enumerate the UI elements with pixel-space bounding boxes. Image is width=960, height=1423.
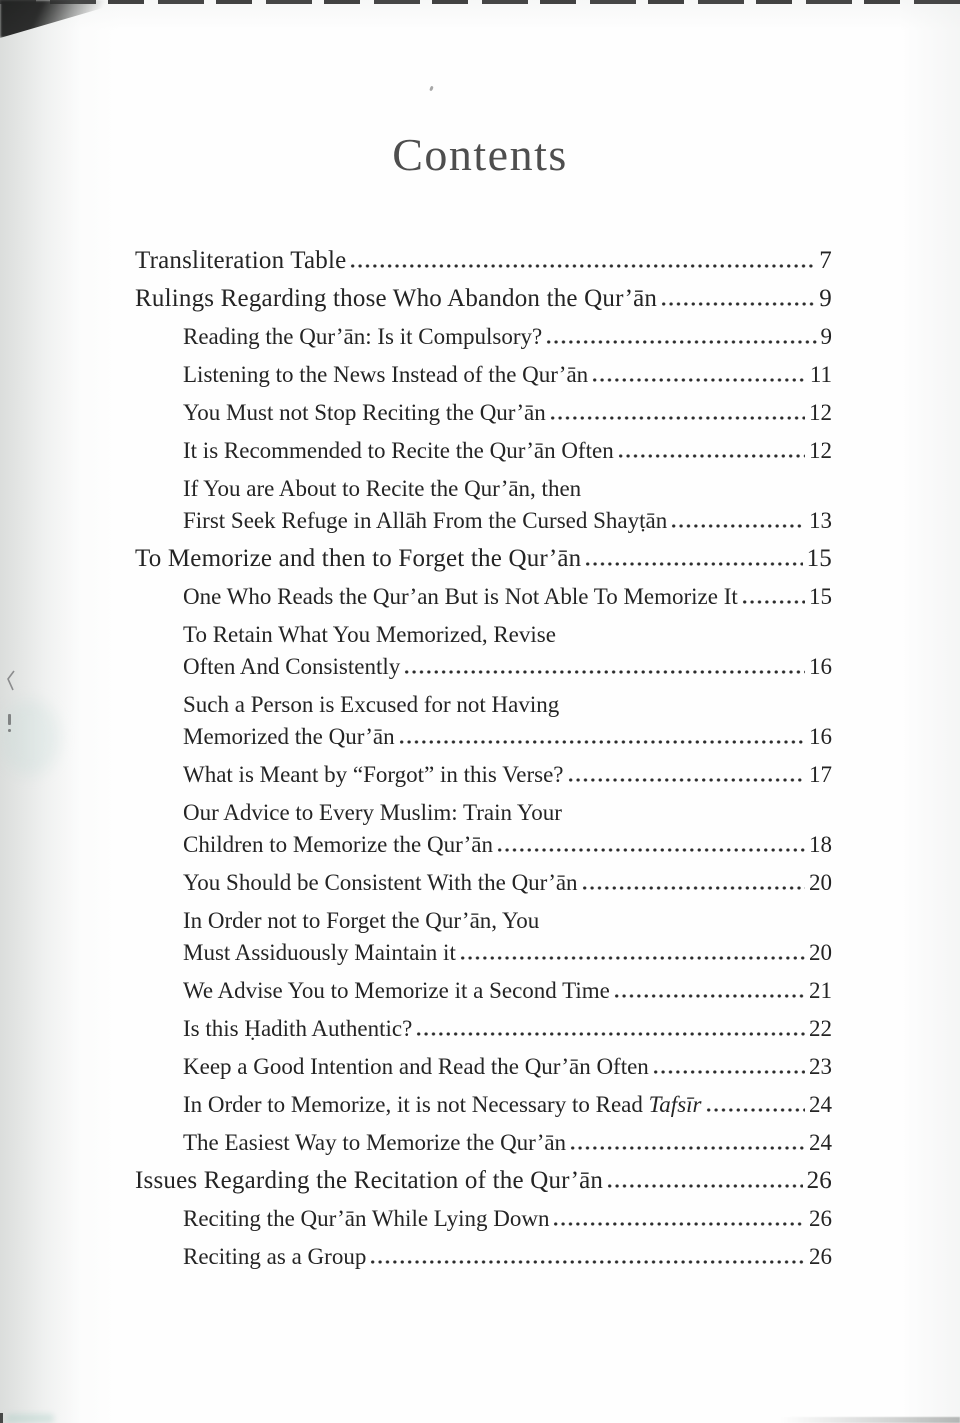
toc-entry-text: Is this Ḥadith Authentic?: [183, 1016, 413, 1041]
scan-bottom-left-mark: [0, 1413, 3, 1423]
toc-entry: [135, 622, 832, 648]
toc-entry: [135, 692, 832, 718]
dotted-leader: [606, 1182, 802, 1190]
toc-entry-text: Children to Memorize the Qur’ān: [183, 832, 493, 857]
toc-entry-text: The Easiest Way to Memorize the Qur’ān: [183, 1130, 567, 1155]
scan-bottom-right-shadow: [780, 1417, 960, 1423]
dotted-leader: [660, 300, 815, 308]
dotted-leader: [584, 560, 802, 568]
page-number: 7: [819, 247, 832, 274]
toc-entry-text: If You are About to Recite the Qur’ān, then: [183, 476, 582, 501]
toc-entry: [135, 1054, 832, 1080]
toc-entry-text: Reading the Qur’ān: Is it Compulsory?: [183, 324, 543, 349]
page-number: 20: [809, 940, 832, 965]
dotted-leader: [403, 668, 805, 676]
toc-entry-text: Must Assiduously Maintain it: [183, 940, 456, 965]
toc-entry: [135, 476, 832, 502]
scan-smudge: [0, 700, 60, 775]
toc-entry-text: Issues Regarding the Recitation of the Qur’ān: [135, 1167, 604, 1194]
dotted-leader: [545, 338, 816, 346]
toc-entry-text: Our Advice to Every Muslim: Train Your: [183, 800, 562, 825]
toc-entry: [135, 724, 832, 750]
dotted-leader: [549, 414, 805, 422]
page-number: 18: [809, 832, 832, 857]
toc-entry-text: Such a Person is Excused for not Having: [183, 692, 560, 717]
toc-entry-text: In Order not to Forget the Qur’ān, You: [183, 908, 540, 933]
toc-entry: [135, 832, 832, 858]
toc-list: [135, 248, 832, 1270]
dotted-leader: [613, 992, 805, 1000]
toc-entry: [135, 1168, 832, 1194]
dotted-leader: [459, 954, 805, 962]
page-title: Contents: [392, 129, 568, 180]
page-number: 15: [809, 584, 832, 609]
toc-entry: [135, 762, 832, 788]
toc-entry: [135, 978, 832, 1004]
toc-entry: [135, 870, 832, 896]
toc-entry-text: To Retain What You Memorized, Revise: [183, 622, 556, 647]
toc-entry-text: Often And Consistently: [183, 654, 401, 679]
toc-entry-text: It is Recommended to Recite the Qur’ān Often: [183, 438, 614, 463]
page-number: 16: [809, 724, 832, 749]
toc-entry: [135, 940, 832, 966]
page-number: 9: [819, 285, 832, 312]
toc-entry: [135, 654, 832, 680]
page-number: 11: [809, 362, 832, 387]
toc-entry-text: Rulings Regarding those Who Abandon the Qur’ān: [135, 285, 658, 312]
toc-entry: [135, 908, 832, 934]
toc-entry: [135, 1016, 832, 1042]
page-number: 23: [809, 1054, 832, 1079]
page-number: 26: [809, 1206, 832, 1231]
dotted-leader: [569, 1144, 805, 1152]
toc-entry-text: Keep a Good Intention and Read the Qur’ān Often: [183, 1054, 649, 1079]
toc-entry-text: Transliteration Table: [135, 247, 347, 274]
page-number: 13: [809, 508, 832, 533]
toc-entry-text: You Must not Stop Reciting the Qur’ān: [183, 400, 546, 425]
toc-entry: [135, 1206, 832, 1232]
scan-bottom-smudge: [6, 1414, 54, 1423]
toc-entry-text: To Memorize and then to Forget the Qur’ān: [135, 545, 582, 572]
dotted-leader: [349, 262, 815, 270]
toc-entry-text: Listening to the News Instead of the Qur’ān: [183, 362, 589, 387]
toc-entry: [135, 1092, 832, 1118]
toc-entry: [135, 324, 832, 350]
toc-entry: [135, 800, 832, 826]
page-number: 26: [806, 1167, 832, 1194]
toc-entry: [135, 584, 832, 610]
dotted-leader: [567, 776, 806, 784]
scan-chevron-mark: [5, 670, 17, 697]
dotted-leader: [398, 738, 805, 746]
toc-entry-text: You Should be Consistent With the Qur’ān: [183, 870, 578, 895]
scan-top-edge-artifact: [0, 0, 960, 4]
dotted-leader: [552, 1220, 805, 1228]
toc-entry: [135, 546, 832, 572]
toc-entry: [135, 438, 832, 464]
page-number: 22: [809, 1016, 832, 1041]
page-number: 24: [809, 1130, 832, 1155]
page-number: 26: [809, 1244, 832, 1269]
toc-entry: [135, 286, 832, 312]
page-number: 21: [809, 978, 832, 1003]
dotted-leader: [617, 452, 805, 460]
toc-entry-text: Reciting the Qur’ān While Lying Down: [183, 1206, 550, 1231]
toc-entry: [135, 1244, 832, 1270]
dotted-leader: [369, 1258, 805, 1266]
dotted-leader: [415, 1030, 805, 1038]
dotted-leader: [591, 376, 806, 384]
toc-entry: [135, 1130, 832, 1156]
toc-entry: [135, 362, 832, 388]
toc-entry-text: One Who Reads the Qur’an But is Not Able To Memorize It: [183, 584, 738, 609]
toc-entry: [135, 400, 832, 426]
page-number: 12: [809, 438, 832, 463]
dotted-leader: [741, 598, 805, 606]
toc-entry-text: We Advise You to Memorize it a Second Time: [183, 978, 610, 1003]
toc-entry: [135, 248, 832, 274]
toc-entry-text: Memorized the Qur’ān: [183, 724, 395, 749]
scan-exclaim-mark: [8, 714, 11, 734]
page-number: 9: [820, 324, 832, 349]
toc-entry-text: What is Meant by “Forgot” in this Verse?: [183, 762, 564, 787]
toc-entry-text: In Order to Memorize, it is not Necessary to Read Tafsīr: [183, 1092, 702, 1117]
page-number: 20: [809, 870, 832, 895]
dotted-leader: [581, 884, 805, 892]
page-number: 15: [806, 545, 832, 572]
dotted-leader: [670, 522, 805, 530]
page-number: 16: [809, 654, 832, 679]
page-number: 12: [809, 400, 832, 425]
toc-entry-text: Reciting as a Group: [183, 1244, 367, 1269]
toc-entry: [135, 508, 832, 534]
dotted-leader: [652, 1068, 805, 1076]
dotted-leader: [496, 846, 805, 854]
page-number: 24: [809, 1092, 832, 1117]
page-number: 17: [809, 762, 832, 787]
dotted-leader: [705, 1106, 806, 1114]
toc-entry-text: First Seek Refuge in Allāh From the Cursed Shayṭān: [183, 508, 668, 533]
